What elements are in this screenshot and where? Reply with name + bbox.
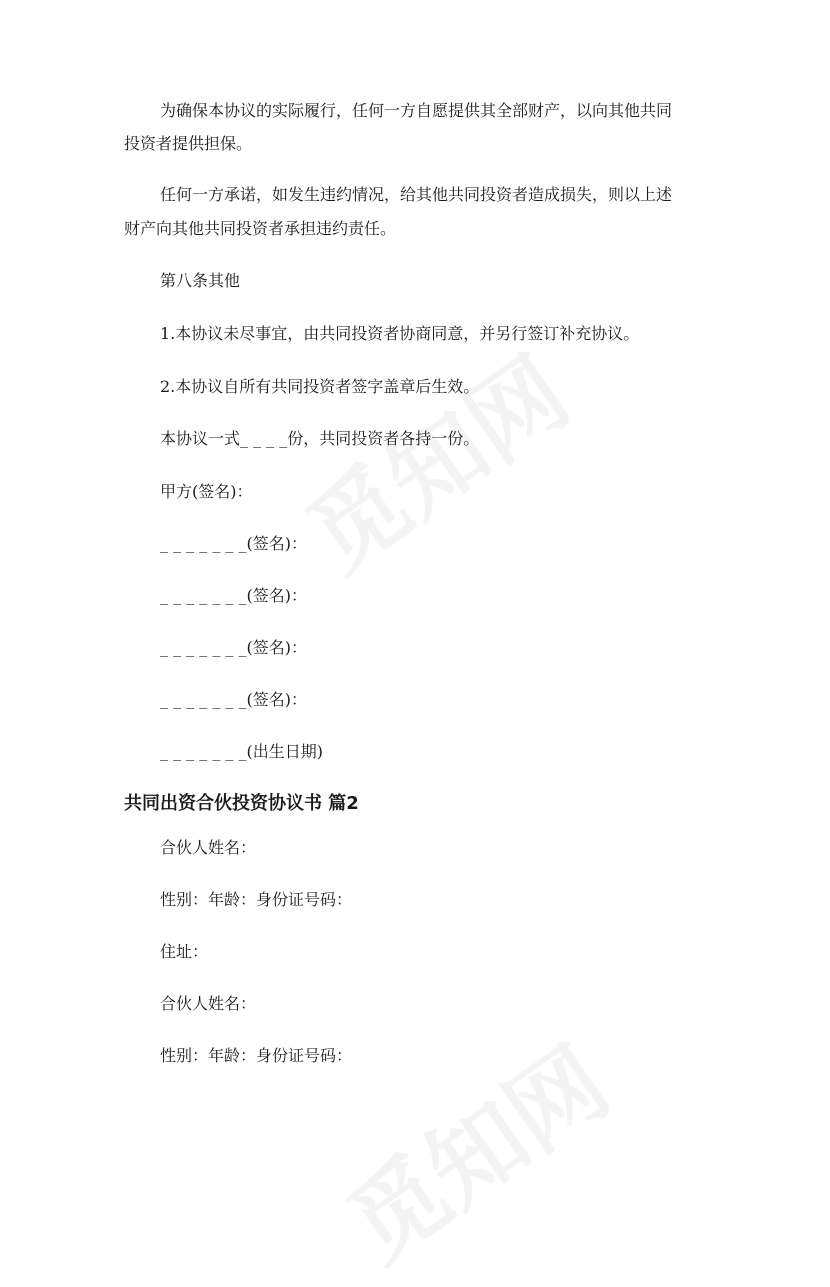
field-label: 性别：年龄：身份证号码： [160, 1046, 353, 1065]
signature-line: _ _ _ _ _ _ _(签名)： [160, 586, 308, 605]
signature-line: _ _ _ _ _ _ _(签名)： [160, 534, 308, 553]
article-item: 2.本协议自所有共同投资者签字盖章后生效。 [160, 377, 480, 396]
section-heading: 共同出资合伙投资协议书 篇2 [124, 793, 359, 814]
party-a-signature: 甲方(签名)： [160, 482, 253, 501]
paragraph-line: 投资者提供担保。 [124, 134, 253, 153]
field-label: 合伙人姓名： [160, 838, 257, 857]
field-label: 住址： [160, 942, 209, 961]
paragraph-line: 财产向其他共同投资者承担违约责任。 [124, 219, 397, 238]
article-item: 1.本协议未尽事宜，由共同投资者协商同意，并另行签订补充协议。 [160, 324, 640, 343]
paragraph-line: 为确保本协议的实际履行，任何一方自愿提供其全部财产，以向其他共同 [160, 101, 673, 120]
birthdate-line: _ _ _ _ _ _ _(出生日期) [160, 742, 324, 761]
article-title: 第八条其他 [160, 271, 241, 290]
copies-clause: 本协议一式_ _ _ _份，共同投资者各持一份。 [160, 429, 480, 448]
signature-line: _ _ _ _ _ _ _(签名)： [160, 690, 308, 709]
watermark-text [317, 1010, 631, 1287]
watermark-text [277, 320, 591, 597]
field-label: 合伙人姓名： [160, 994, 257, 1013]
signature-line: _ _ _ _ _ _ _(签名)： [160, 638, 308, 657]
field-label: 性别：年龄：身份证号码： [160, 890, 353, 909]
paragraph-line: 任何一方承诺，如发生违约情况，给其他共同投资者造成损失，则以上述 [160, 185, 673, 204]
